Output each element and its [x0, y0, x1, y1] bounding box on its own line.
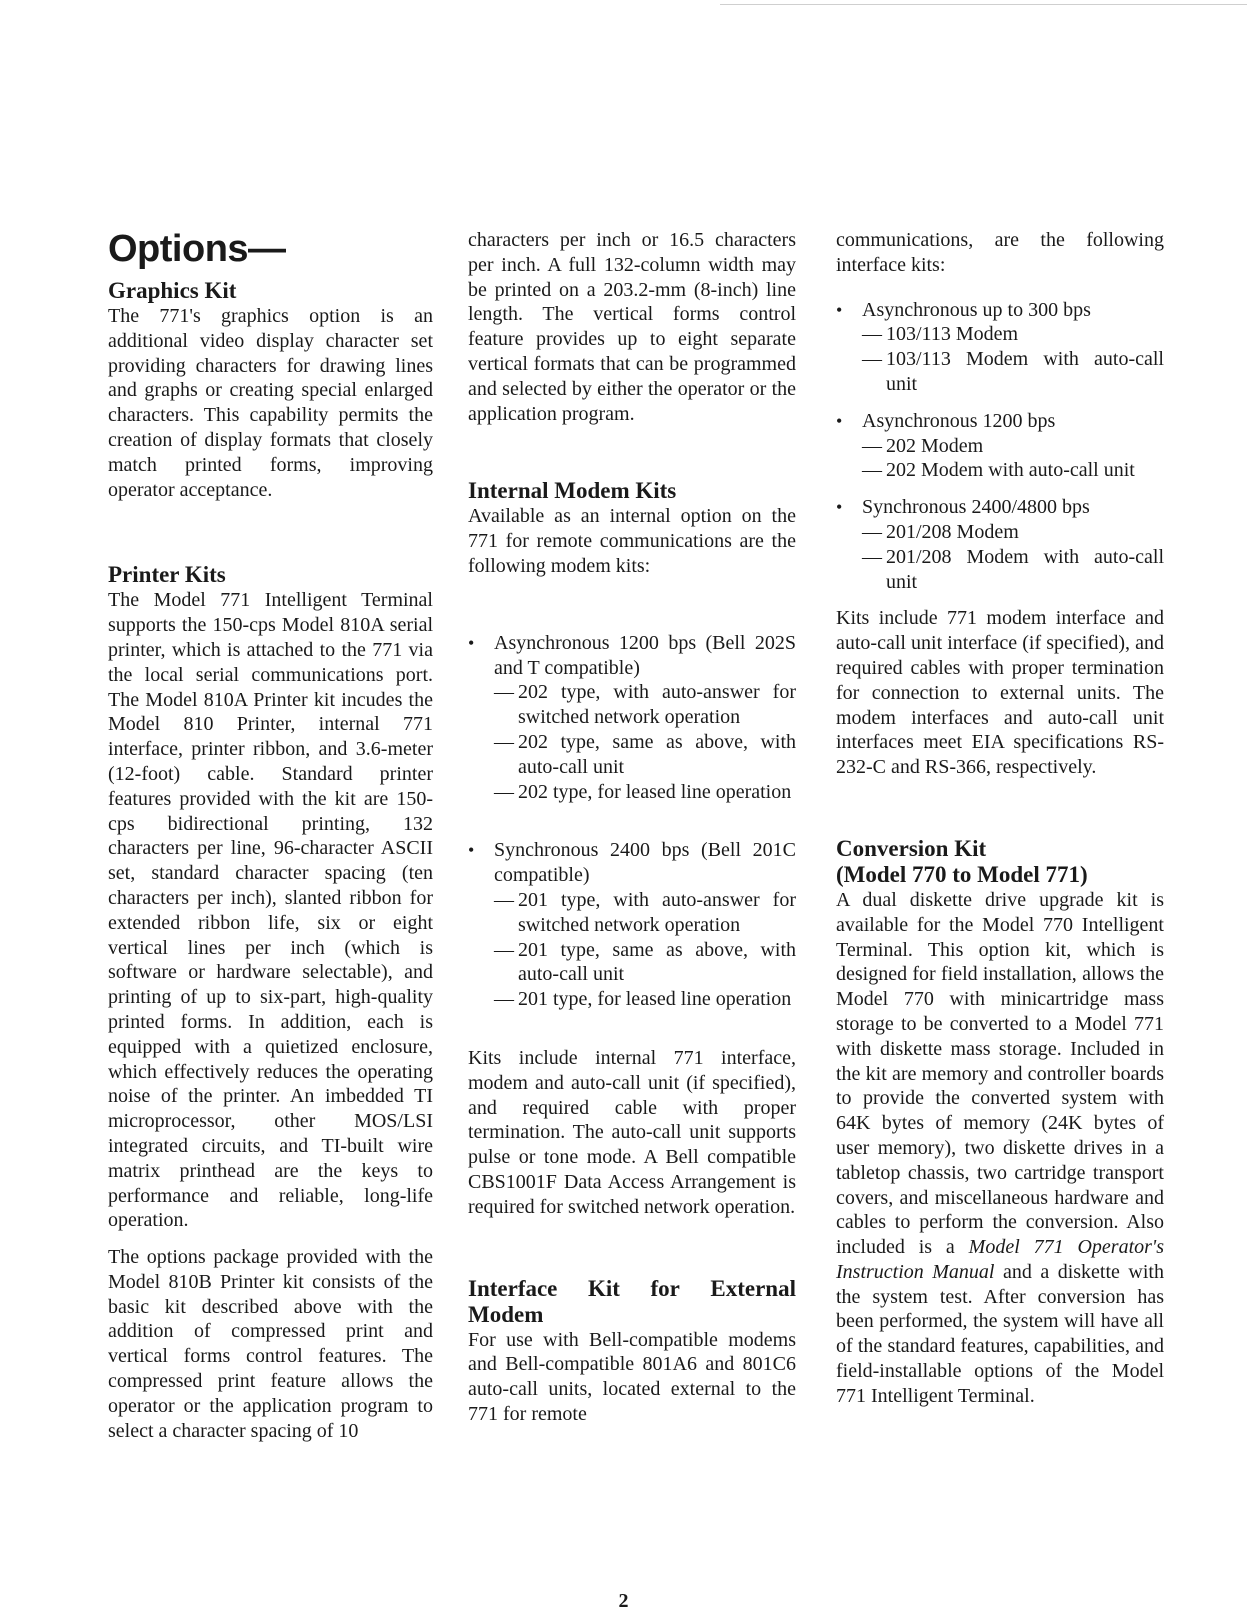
dash-icon: —: [862, 434, 882, 457]
internal-modem-closing: Kits include internal 771 interface, modem and auto-call unit (if specified), and required cable with proper termination. The auto-call unit supports pulse or tone mode. A Bell compatible CBS1001F Data Access Arrangement is required for switched network operation.: [468, 1046, 796, 1218]
dash-icon: —: [494, 888, 514, 911]
internal-modem-list: [468, 631, 796, 1012]
list-item: [836, 409, 1164, 483]
dash-icon: —: [862, 545, 882, 568]
sub-item: — 202 type, for leased line operation: [494, 780, 792, 803]
page-title: Options—: [108, 228, 286, 270]
interface-kit-intro: For use with Bell-compatible modems and Bell-compatible 801A6 and 801C6 auto-call units, located external to the 771 for remote: [468, 1328, 796, 1425]
sub-item: — 103/113 Modem: [862, 323, 1019, 346]
conversion-kit-heading: Conversion Kit: [836, 835, 987, 861]
sub-item: — 201/208 Modem: [862, 520, 1019, 543]
graphics-kit-body: The 771's graphics option is an additional video display character set providing characters for drawing lines and graphs or creating special enlarged characters. This capability permits the creation of display formats that closely match printed forms, improving operator acceptance.: [108, 305, 433, 501]
dash-icon: —: [494, 938, 514, 961]
bullet-icon: •: [836, 410, 843, 431]
conversion-kit-body: A dual diskette drive upgrade kit is available for the Model 770 Intelligent Terminal. This option kit, which is designed for field installation, allows the Model 770 with minicartridge mass storage to be converted to a Model 771 with diskette mass storage. Included in the kit are memory and controller boards to provide the converted system with 64K bytes of memory (24K bytes of user memory), two diskette drives in a tabletop chassis, two cartridge transport covers, and miscellaneous hardware and cables to perform the conversion. Also included is a Model 771 Operator's Instruction Manual and a diskette with the system test. After conversion has been performed, the system will have all of the standard features, capabilities, and field-installable options of the Model 771 Intelligent Terminal.: [836, 888, 1164, 1407]
bullet-icon: •: [468, 632, 475, 653]
sub-item: — 103/113 Modem with auto-call unit: [862, 348, 1164, 395]
sub-item: — 201 type, with auto-answer for switched network operation: [494, 888, 796, 936]
list-item: [836, 298, 1164, 397]
page-number: 2: [618, 1590, 629, 1612]
dash-icon: —: [494, 988, 514, 1011]
column-1: [108, 226, 433, 1443]
sub-item: — 202 type, same as above, with auto-call unit: [494, 730, 796, 778]
sub-item: — 201/208 Modem with auto-call unit: [862, 545, 1164, 593]
dash-icon: —: [862, 323, 882, 346]
list-item-label: Synchronous 2400 bps (Bell 201C compatible): [494, 839, 796, 887]
dash-icon: —: [494, 730, 514, 753]
bullet-icon: •: [836, 299, 843, 320]
printer-kits-para-2: The options package provided with the Model 810B Printer kit consists of the basic kit described above with the addition of compressed print and vertical forms control features. The compressed print feature allows the operator or the application program to select a character spacing of 10: [108, 1246, 433, 1442]
internal-modem-intro: Available as an internal option on the 771 for remote communications are the following modem kits:: [468, 505, 796, 577]
list-item-label: Asynchronous 1200 bps (Bell 202S and T compatible): [494, 631, 796, 679]
list-item-label: Asynchronous up to 300 bps: [862, 298, 1091, 321]
list-item-label: Synchronous 2400/4800 bps: [862, 496, 1090, 519]
column-3: [836, 228, 1164, 1409]
dash-icon: —: [494, 780, 514, 803]
printer-kits-para-2-continued: characters per inch or 16.5 characters per inch. A full 132-column width may be printed on a 203.2-mm (8-inch) line length. The vertical forms control feature provides up to eight separate vertical formats that can be programmed and selected by either the operator or the application program.: [468, 229, 796, 425]
interface-kit-intro-continued: communications, are the following interface kits:: [836, 229, 1164, 276]
sub-item: — 201 type, for leased line operation: [494, 988, 792, 1011]
dash-icon: —: [862, 348, 882, 371]
dash-icon: —: [862, 520, 882, 543]
bullet-icon: •: [468, 840, 475, 861]
interface-kit-list: [836, 298, 1164, 595]
sub-item: — 202 Modem: [862, 434, 984, 457]
sub-item: — 202 Modem with auto-call unit: [862, 459, 1135, 482]
sub-item: — 202 type, with auto-answer for switched network operation: [494, 681, 796, 729]
list-item: [836, 495, 1164, 594]
column-2: [468, 228, 796, 1427]
printer-kits-para-1: The Model 771 Intelligent Terminal supports the 150-cps Model 810A serial printer, which is attached to the 771 via the local serial communications port. The Model 810A Printer kit incudes the Model 810 Printer, internal 771 interface, printer ribbon, and 3.6-meter (12-foot) cable. Standard printer features provided with the kit are 150-cps bidirectional printing, 132 characters per line, 96-character ASCII set, standard character spacing (ten characters per inch), slanted ribbon for extended ribbon life, six or eight vertical lines per inch (which is software or hardware selectable), and printing of up to six-part, high-quality printed forms. In addition, each is equipped with a quietized enclosure, which effectively reduces the operating noise of the printer. An imbedded TI microprocessor, other MOS/LSI integrated circuits, and TI-built wire matrix printhead are the keys to performance and reliable, long-life operation.: [108, 589, 433, 1232]
interface-kit-heading-line-2: Modem: [468, 1301, 544, 1327]
dash-icon: —: [494, 681, 514, 704]
list-item: [468, 631, 796, 805]
list-item-label: Asynchronous 1200 bps: [862, 409, 1056, 432]
bullet-icon: •: [836, 497, 843, 518]
conversion-kit-subheading: (Model 770 to Model 771): [836, 861, 1088, 887]
internal-modem-heading: Internal Modem Kits: [468, 478, 677, 504]
top-edge-rule: [720, 4, 1247, 5]
sub-item: — 201 type, same as above, with auto-call unit: [494, 938, 796, 986]
interface-kit-heading: Interface Kit for External: [468, 1275, 796, 1301]
manual-title: Model 771 Operator's Instruction Manual: [836, 1236, 1164, 1283]
list-item: [468, 838, 796, 1012]
interface-kit-closing: Kits include 771 modem interface and auto-call unit interface (if specified), and required cables with proper termination for connection to external units. The modem interfaces and auto-call unit interfaces meet EIA specifications RS-232-C and RS-366, respectively.: [836, 607, 1164, 779]
printer-kits-heading: Printer Kits: [108, 562, 226, 588]
graphics-kit-heading: Graphics Kit: [108, 278, 237, 303]
dash-icon: —: [862, 459, 882, 482]
